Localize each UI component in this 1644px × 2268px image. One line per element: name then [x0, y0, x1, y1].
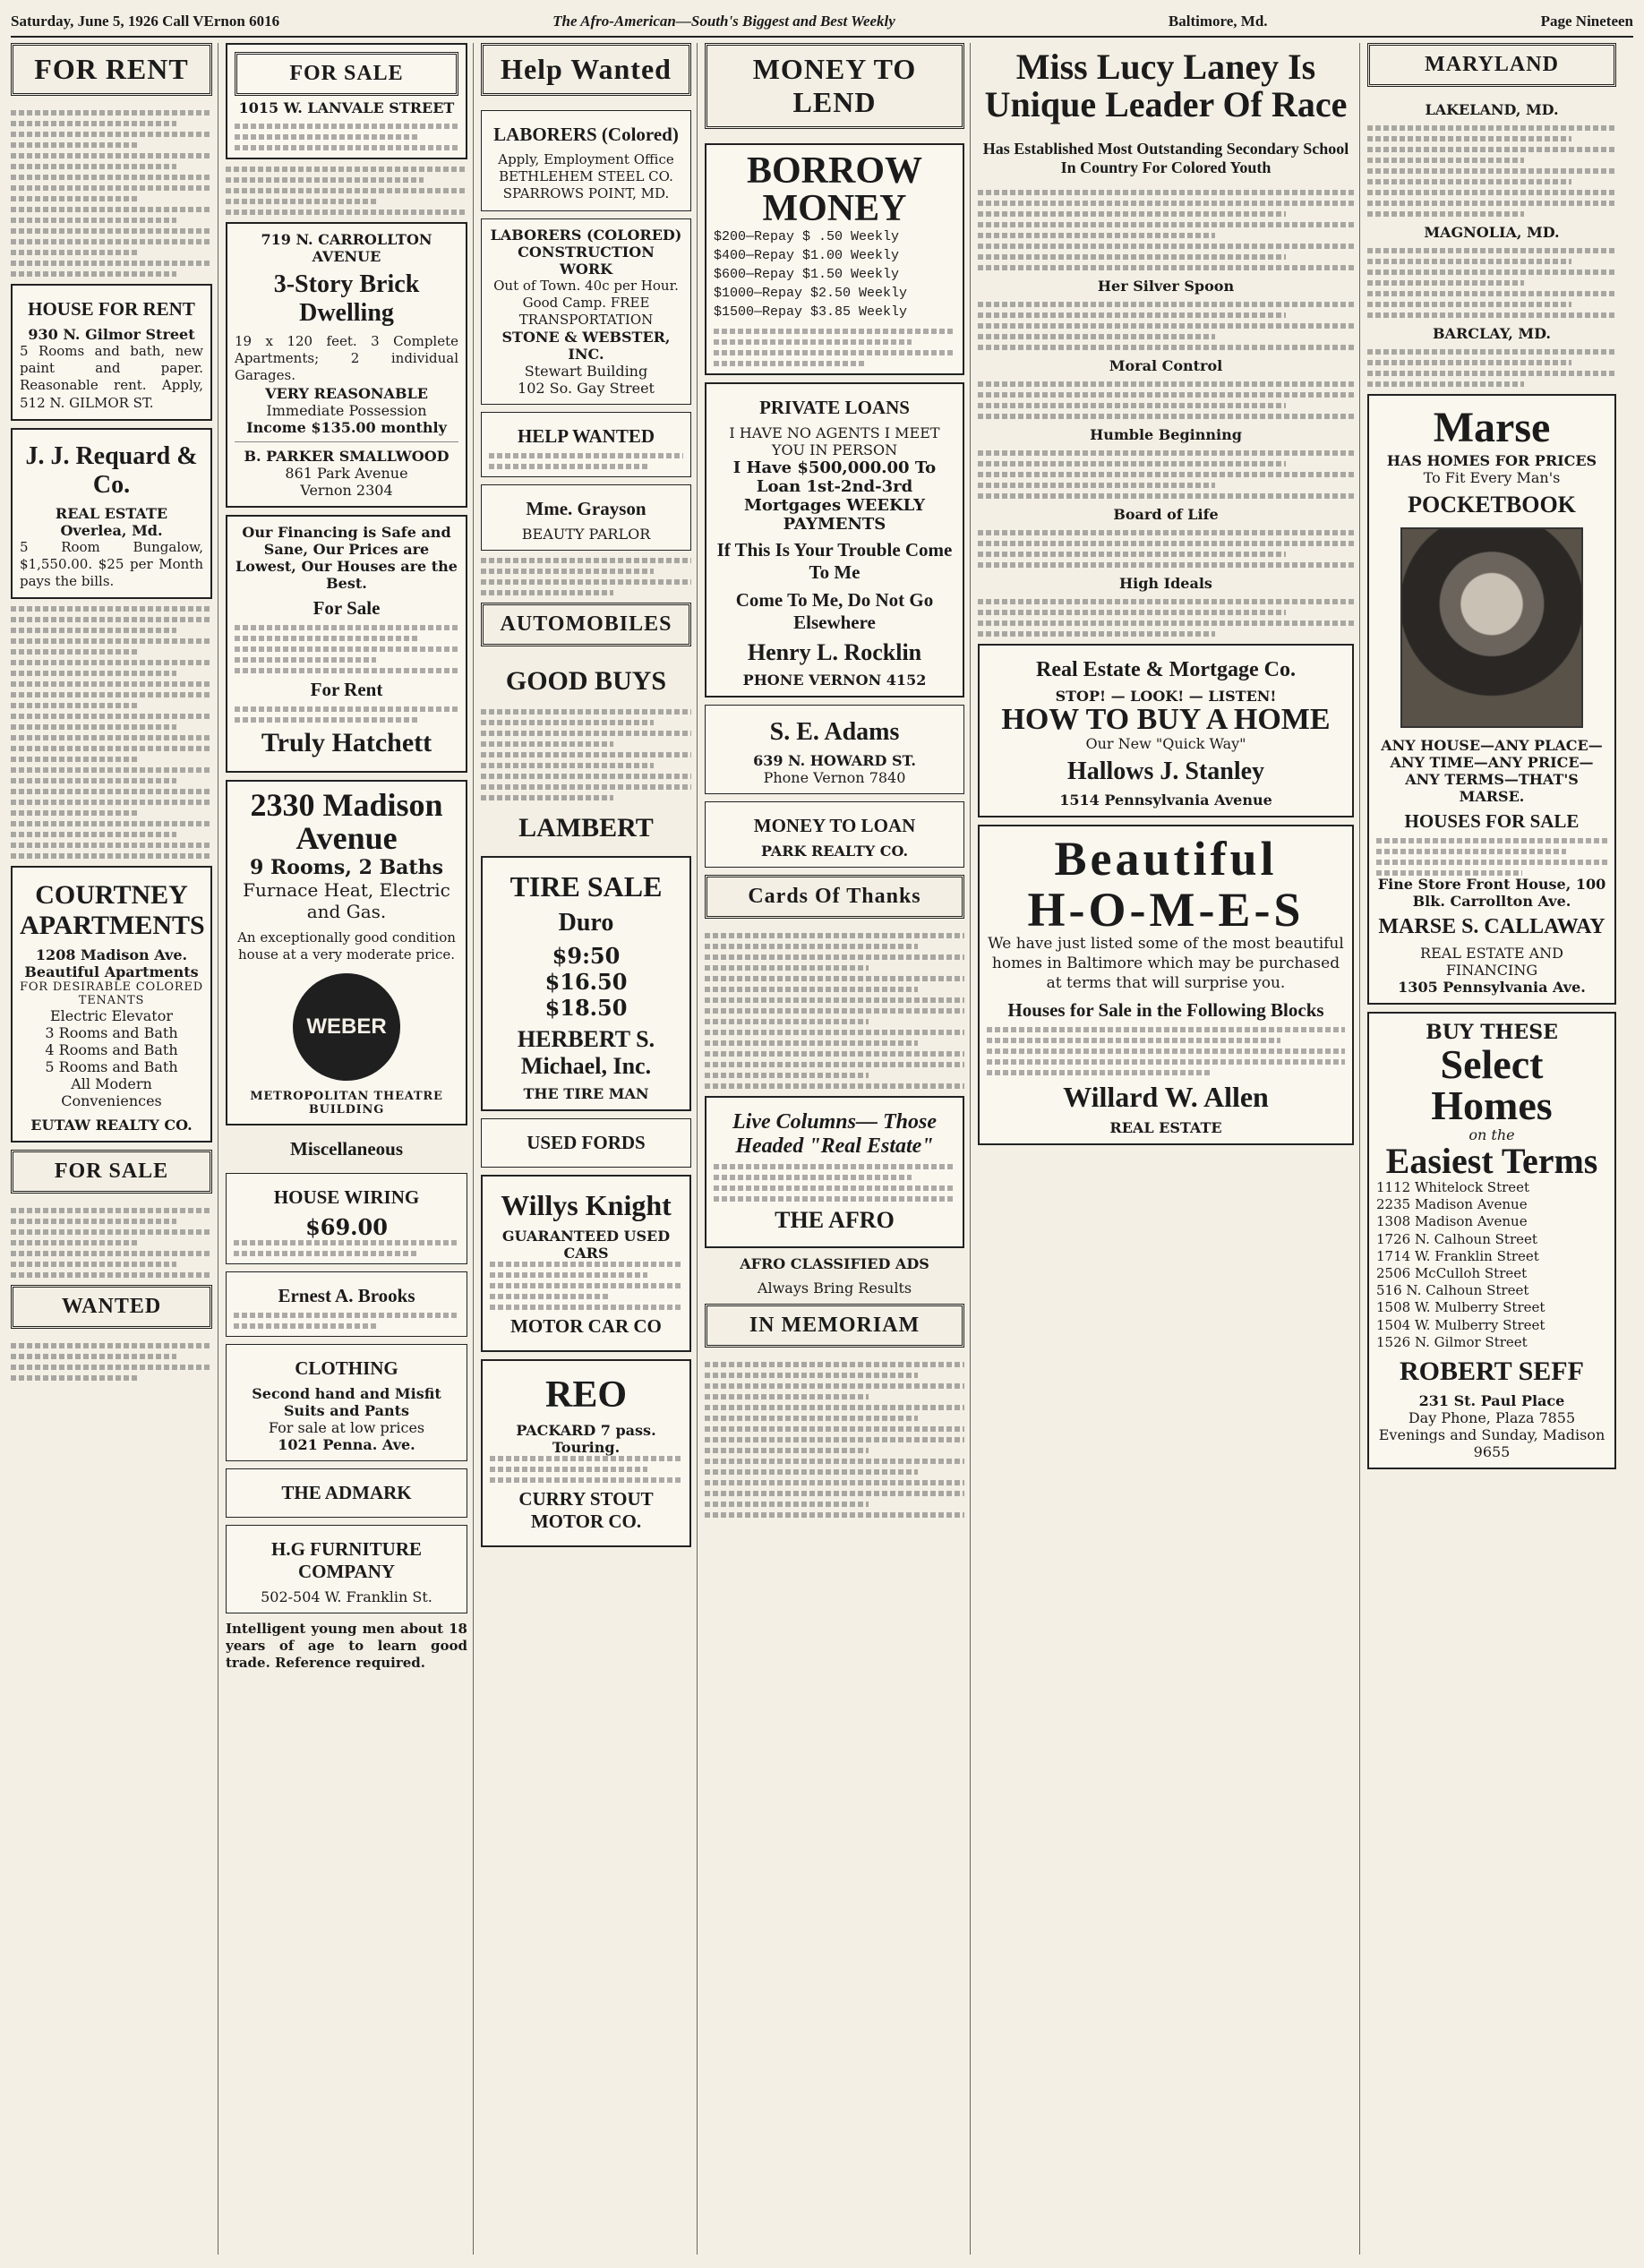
realty-ad [11, 428, 212, 600]
truly-hatchett-name: Truly Hatchett [261, 727, 432, 757]
afro-title: THE AFRO [775, 1207, 895, 1233]
construction-ad [481, 218, 691, 406]
motor-car-co: MOTOR CAR CO [510, 1315, 662, 1338]
smallwood-phone: Vernon 2304 [300, 481, 393, 499]
column-5 [978, 43, 1360, 2255]
wanted-lines [481, 558, 691, 595]
madison-2330-title: 2330 Madison Avenue [250, 786, 443, 857]
brooks-name: Ernest A. Brooks [278, 1284, 415, 1306]
real-estate-title: Real Estate & Mortgage Co. [1036, 658, 1296, 681]
wanted-heading: WANTED [11, 1285, 212, 1329]
guaranteed-cars: GUARANTEED USED CARS [501, 1228, 671, 1262]
column-1 [11, 43, 218, 2255]
stop-look-listen: STOP! — LOOK! — LISTEN! [1055, 688, 1277, 705]
select-homes-ad [1367, 1012, 1616, 1469]
laney-body-lines-2 [978, 302, 1354, 350]
repay-1: $200—Repay $ .50 Weekly [714, 229, 900, 244]
houses-for-sale-title: HOUSES FOR SALE [1404, 810, 1580, 832]
income-monthly: Income $135.00 monthly [246, 418, 447, 436]
address-9: 1504 W. Mulberry Street [1376, 1316, 1546, 1333]
clothing-sale-low: For sale at low prices [268, 1418, 425, 1436]
magnolia-lines [1367, 248, 1616, 318]
lanvale-ad [226, 43, 467, 159]
admark-ad [226, 1468, 467, 1518]
address-4: 1726 N. Calhoun Street [1376, 1230, 1537, 1247]
metropolitan-building: METROPOLITAN THEATRE BUILDING [250, 1089, 443, 1117]
for-sale-heading: FOR SALE [11, 1150, 212, 1194]
stewart-building: Stewart Building [524, 363, 648, 381]
smallwood-name: B. PARKER SMALLWOOD [244, 447, 450, 465]
hg-ad [226, 1525, 467, 1613]
carrollton-ad [226, 222, 467, 508]
buy-these: BUY THESE [1426, 1021, 1558, 1044]
section-high-ideals: High Ideals [1119, 575, 1212, 592]
tire-sale-ad [481, 856, 691, 1111]
money-to-loan-ad [705, 801, 964, 868]
beautiful-homes-ad [978, 825, 1354, 1145]
carrollton-address: 719 N. CARROLLTON AVENUE [261, 231, 432, 265]
tire-price-2: $16.50 [544, 969, 628, 996]
borrow-money-title: BORROW MONEY [746, 150, 922, 229]
section-board-of-life: Board of Life [1113, 506, 1219, 523]
courtney-f3: 4 Rooms and Bath [45, 1041, 178, 1059]
seff-phone: Day Phone, Plaza 7855 [1408, 1408, 1576, 1426]
reo-ad [481, 1359, 691, 1547]
repay-5: $1500—Repay $3.85 Weekly [714, 304, 908, 320]
young-men-wanted: Intelligent young men about 18 years of age to learn good trade. Reference required. [226, 1620, 467, 1671]
laborers-office: Apply, Employment Office BETHLEHEM STEEL CO. SPARROWS POINT, MD. [498, 151, 674, 202]
barclay-heading: BARCLAY, MD. [1433, 325, 1551, 342]
admark-title: THE ADMARK [281, 1481, 412, 1503]
madison-furnace: Furnace Heat, Electric and Gas. [243, 879, 450, 923]
masthead-right-city: Baltimore, Md. [1168, 13, 1268, 30]
laney-body-lines-4 [978, 450, 1354, 499]
weber-logo: WEBER [293, 973, 400, 1081]
easiest-terms: Easiest Terms [1385, 1141, 1598, 1181]
section-moral-control: Moral Control [1109, 357, 1223, 374]
construction-title: LABORERS (COLORED) CONSTRUCTION WORK [490, 226, 682, 278]
callaway-subtitle: REAL ESTATE AND FINANCING [1420, 945, 1563, 979]
eutaw-realty: EUTAW REALTY CO. [30, 1117, 193, 1134]
masthead-right-page: Page Nineteen [1540, 13, 1633, 30]
laney-body-lines-6 [978, 599, 1354, 637]
financing-note: Our Financing is Safe and Sane, Our Prices are Lowest, Our Houses are the Best. [235, 523, 458, 592]
grayson-name: Mme. Grayson [526, 498, 646, 520]
help-wanted-small-title: HELP WANTED [517, 425, 655, 448]
willys-ad [481, 1175, 691, 1352]
automobiles-heading: AUTOMOBILES [481, 603, 691, 646]
section-her-silver-spoon: Her Silver Spoon [1097, 278, 1235, 295]
madison-rooms: 9 Rooms, 2 Baths [250, 856, 443, 880]
page-columns [11, 43, 1633, 2255]
realty-offer: 5 Room Bungalow, $1,550.00. $25 per Month pays the bills. [20, 538, 203, 590]
barclay-lines [1367, 349, 1616, 387]
seff-evenings: Evenings and Sunday, Madison 9655 [1378, 1425, 1605, 1460]
rent-listing-lines [11, 110, 212, 277]
homes-note: We have just listed some of the most beautiful homes in Baltimore which may be purchased at terms that will surprise you. [988, 935, 1344, 992]
column-4 [705, 43, 971, 2255]
private-loans-ad [705, 382, 964, 698]
good-buys-lines [481, 709, 691, 800]
marse-any: ANY HOUSE—ANY PLACE—ANY TIME—ANY PRICE—ANY TERMS—THAT'S MARSE. [1381, 737, 1603, 805]
column-6 [1367, 43, 1622, 2255]
money-to-loan-title: MONEY TO LOAN [753, 815, 916, 836]
callaway-name: MARSE S. CALLAWAY [1378, 915, 1605, 938]
immediate-possession: Immediate Possession [266, 401, 427, 419]
realty-sub: REAL ESTATE [55, 504, 168, 522]
adams-ad [705, 705, 964, 794]
adams-address: 639 N. HOWARD ST. [753, 752, 916, 769]
fine-store-front: Fine Store Front House, 100 Blk. Carrollton Ave. [1377, 876, 1606, 910]
magnolia-heading: MAGNOLIA, MD. [1424, 224, 1560, 241]
grayson-beauty: BEAUTY PARLOR [521, 526, 651, 543]
repay-3: $600—Repay $1.50 Weekly [714, 267, 900, 282]
adams-phone: Phone Vernon 7840 [763, 769, 906, 786]
laborers-ad [481, 110, 691, 211]
column-3 [481, 43, 698, 2255]
masthead-center: The Afro-American—South's Biggest and Best Weekly [552, 13, 895, 30]
smallwood-address: 861 Park Avenue [285, 464, 408, 482]
realty-name: J. J. Requard & Co. [25, 441, 198, 499]
repay-4: $1000—Repay $2.50 Weekly [714, 286, 908, 301]
address-3: 1308 Madison Avenue [1376, 1213, 1528, 1230]
tire-sale-title: TIRE SALE [509, 870, 663, 903]
lanvale-address: 1015 W. LANVALE STREET [238, 99, 455, 116]
always-results: Always Bring Results [757, 1279, 912, 1297]
courtney-f4: 5 Rooms and Bath [45, 1058, 178, 1076]
house-wiring-price: $69.00 [305, 1213, 388, 1240]
tire-price-1: $9:50 [552, 943, 621, 970]
address-6: 2506 McCulloh Street [1376, 1264, 1528, 1281]
courtney-f5: All Modern Conveniences [61, 1075, 162, 1110]
how-to-buy: HOW TO BUY A HOME [1001, 703, 1331, 736]
courtney-title: COURTNEY APARTMENTS [20, 880, 205, 941]
maryland-heading: MARYLAND [1367, 43, 1616, 87]
address-8: 1508 W. Mulberry Street [1376, 1299, 1546, 1316]
pocketbook-title: POCKETBOOK [1408, 492, 1576, 518]
address-5: 1714 W. Franklin Street [1376, 1247, 1539, 1264]
tire-man: THE TIRE MAN [523, 1085, 649, 1103]
laney-title: Miss Lucy Laney Is Unique Leader Of Race [984, 47, 1348, 124]
park-realty: PARK REALTY CO. [760, 843, 909, 860]
laney-subtitle: Has Established Most Outstanding Secondary School In Country For Colored Youth [982, 140, 1349, 176]
seff-address: 231 St. Paul Place [1418, 1391, 1565, 1409]
column-2 [226, 43, 474, 2255]
borrow-money-ad [705, 143, 964, 375]
courtney-tenants: FOR DESIRABLE COLORED TENANTS [20, 980, 203, 1008]
rocklin-name: Henry L. Rocklin [747, 639, 922, 665]
no-agents: I HAVE NO AGENTS I MEET YOU IN PERSON [729, 424, 940, 458]
address-10: 1526 N. Gilmor Street [1376, 1333, 1528, 1350]
courtney-ad [11, 866, 212, 1143]
good-buys-title: GOOD BUYS [505, 666, 667, 697]
rent-listing-lines-2 [11, 606, 212, 859]
sale-listing-lines [11, 1208, 212, 1278]
brick-note: 19 x 120 feet. 3 Complete Apartments; 2 individual Garages. [235, 333, 458, 384]
hg-address: 502-504 W. Franklin St. [261, 1588, 432, 1605]
brooks-ad [226, 1271, 467, 1337]
real-estate-mortgage-ad [978, 644, 1354, 817]
loan-amount: I Have $500,000.00 To Loan 1st-2nd-3rd Mortgages WEEKLY PAYMENTS [732, 458, 937, 534]
laney-body-lines-3 [978, 381, 1354, 419]
marse-title: Marse [1433, 404, 1551, 451]
michael-inc: HERBERT S. Michael, Inc. [517, 1026, 655, 1080]
realty-loc: Overlea, Md. [60, 521, 163, 539]
masthead [11, 7, 1633, 38]
misc-heading: Miscellaneous [290, 1137, 403, 1160]
marse-fit: To Fit Every Man's [1423, 469, 1561, 486]
madison-2330-ad [226, 780, 467, 1125]
cards-lines [705, 933, 964, 1089]
section-humble-beginning: Humble Beginning [1090, 426, 1242, 443]
curry-stout: CURRY STOUT MOTOR CO. [518, 1488, 654, 1533]
lakeland-heading: LAKELAND, MD. [1425, 101, 1559, 118]
house-for-rent-ad [11, 284, 212, 421]
grayson-ad [481, 484, 691, 551]
memoriam-heading: IN MEMORIAM [705, 1304, 964, 1348]
sale-listing-lines [226, 167, 467, 215]
select-homes: Select Homes [1431, 1041, 1553, 1128]
afro-classified: AFRO CLASSIFIED ADS [740, 1255, 929, 1272]
repay-2: $400—Repay $1.00 Weekly [714, 248, 900, 263]
masthead-left: Saturday, June 5, 1926 Call VErnon 6016 [11, 13, 280, 30]
clothing-title: CLOTHING [295, 1357, 398, 1379]
clothing-address: 1021 Penna. Ave. [278, 1435, 415, 1453]
madison-economical: An exceptionally good condition house at a very moderate price. [237, 929, 456, 963]
laney-body-lines-1 [978, 190, 1354, 270]
address-7: 516 N. Calhoun Street [1376, 1282, 1529, 1299]
help-wanted-small-ad [481, 412, 691, 477]
trouble-title: If This Is Your Trouble Come To Me [716, 539, 953, 583]
courtney-f2: 3 Rooms and Bath [45, 1024, 178, 1042]
address-2: 2235 Madison Avenue [1376, 1196, 1528, 1213]
for-rent-heading: FOR RENT [11, 43, 212, 96]
on-the: on the [1468, 1126, 1515, 1143]
live-columns-title: Live Columns— Those Headed "Real Estate" [732, 1110, 937, 1158]
willys-title: Willys Knight [501, 1189, 672, 1222]
reo-title: REO [544, 1374, 627, 1416]
private-loans-title: PRIVATE LOANS [759, 397, 910, 418]
lambert-title: LAMBERT [518, 813, 654, 843]
marse-ad [1367, 394, 1616, 1005]
for-sale-subtitle: For Sale [313, 596, 381, 619]
truly-hatchett-ad [226, 515, 467, 773]
houses-sale-title: Houses for Sale in the Following Blocks [1007, 998, 1324, 1021]
clothing-misfit: Second hand and Misfit Suits and Pants [252, 1384, 441, 1419]
marse-has: HAS HOMES FOR PRICES [1386, 452, 1597, 469]
repay-list [714, 227, 955, 321]
house-for-rent-title: HOUSE FOR RENT [28, 298, 195, 320]
construction-pay: Out of Town. 40c per Hour. Good Camp. FREE TRANSPORTATION [493, 277, 679, 328]
very-reasonable: VERY REASONABLE [265, 384, 428, 402]
for-rent-subtitle: For Rent [310, 678, 383, 700]
live-columns-ad [705, 1096, 964, 1248]
clothing-ad [226, 1344, 467, 1461]
cards-heading: Cards Of Thanks [705, 875, 964, 919]
rocklin-phone: PHONE VERNON 4152 [742, 672, 927, 689]
lakeland-lines [1367, 125, 1616, 217]
adams-name: S. E. Adams [769, 718, 900, 746]
memoriam-lines [705, 1362, 964, 1518]
wanted-listing-lines [11, 1343, 212, 1381]
laney-body-lines-5 [978, 530, 1354, 568]
stone-webster: STONE & WEBSTER, INC. [501, 329, 671, 364]
hg-title: H.G FURNITURE COMPANY [270, 1537, 422, 1582]
laborers-title: LABORERS (Colored) [493, 124, 679, 145]
courtney-address: 1208 Madison Ave. [35, 946, 188, 964]
house-wiring-ad [226, 1173, 467, 1264]
money-to-lend-heading: MONEY TO LEND [705, 43, 964, 129]
come-title: Come To Me, Do Not Go Elsewhere [735, 589, 934, 633]
homes-title: H-O-M-E-S [1027, 882, 1305, 937]
house-for-rent-note: 5 Rooms and bath, new paint and paper. Reasonable rent. Apply, 512 N. GILMOR ST. [20, 343, 203, 411]
allen-name: Willard W. Allen [1063, 1080, 1269, 1113]
reo-packard: PACKARD 7 pass. Touring. [516, 1422, 656, 1457]
hallows-name: Hallows J. Stanley [1066, 757, 1265, 785]
quick-way: Our New "Quick Way" [1085, 735, 1246, 752]
marse-portrait [1400, 527, 1583, 728]
address-1: 1112 Whitelock Street [1376, 1179, 1530, 1195]
courtney-subtitle: Beautiful Apartments [24, 963, 199, 981]
used-fords-ad [481, 1118, 691, 1168]
tire-price-3: $18.50 [544, 995, 628, 1022]
gay-street: 102 So. Gay Street [518, 380, 655, 398]
for-sale-title: FOR SALE [235, 52, 458, 96]
hallows-address: 1514 Pennsylvania Avenue [1059, 792, 1272, 809]
courtney-f1: Electric Elevator [49, 1007, 174, 1025]
house-for-rent-address: 930 N. Gilmor Street [28, 326, 195, 343]
brick-dwelling: 3-Story Brick Dwelling [273, 270, 420, 327]
house-wiring-title: HOUSE WIRING [273, 1185, 420, 1208]
allen-subtitle: REAL ESTATE [1109, 1118, 1222, 1136]
help-wanted-heading: Help Wanted [481, 43, 691, 96]
beautiful-title: Beautiful [1054, 832, 1278, 886]
seff-name: ROBERT SEFF [1400, 1356, 1584, 1386]
callaway-address: 1305 Pennsylvania Ave. [1398, 979, 1586, 996]
tire-brand: Duro [558, 909, 614, 937]
used-fords-title: USED FORDS [527, 1132, 646, 1154]
